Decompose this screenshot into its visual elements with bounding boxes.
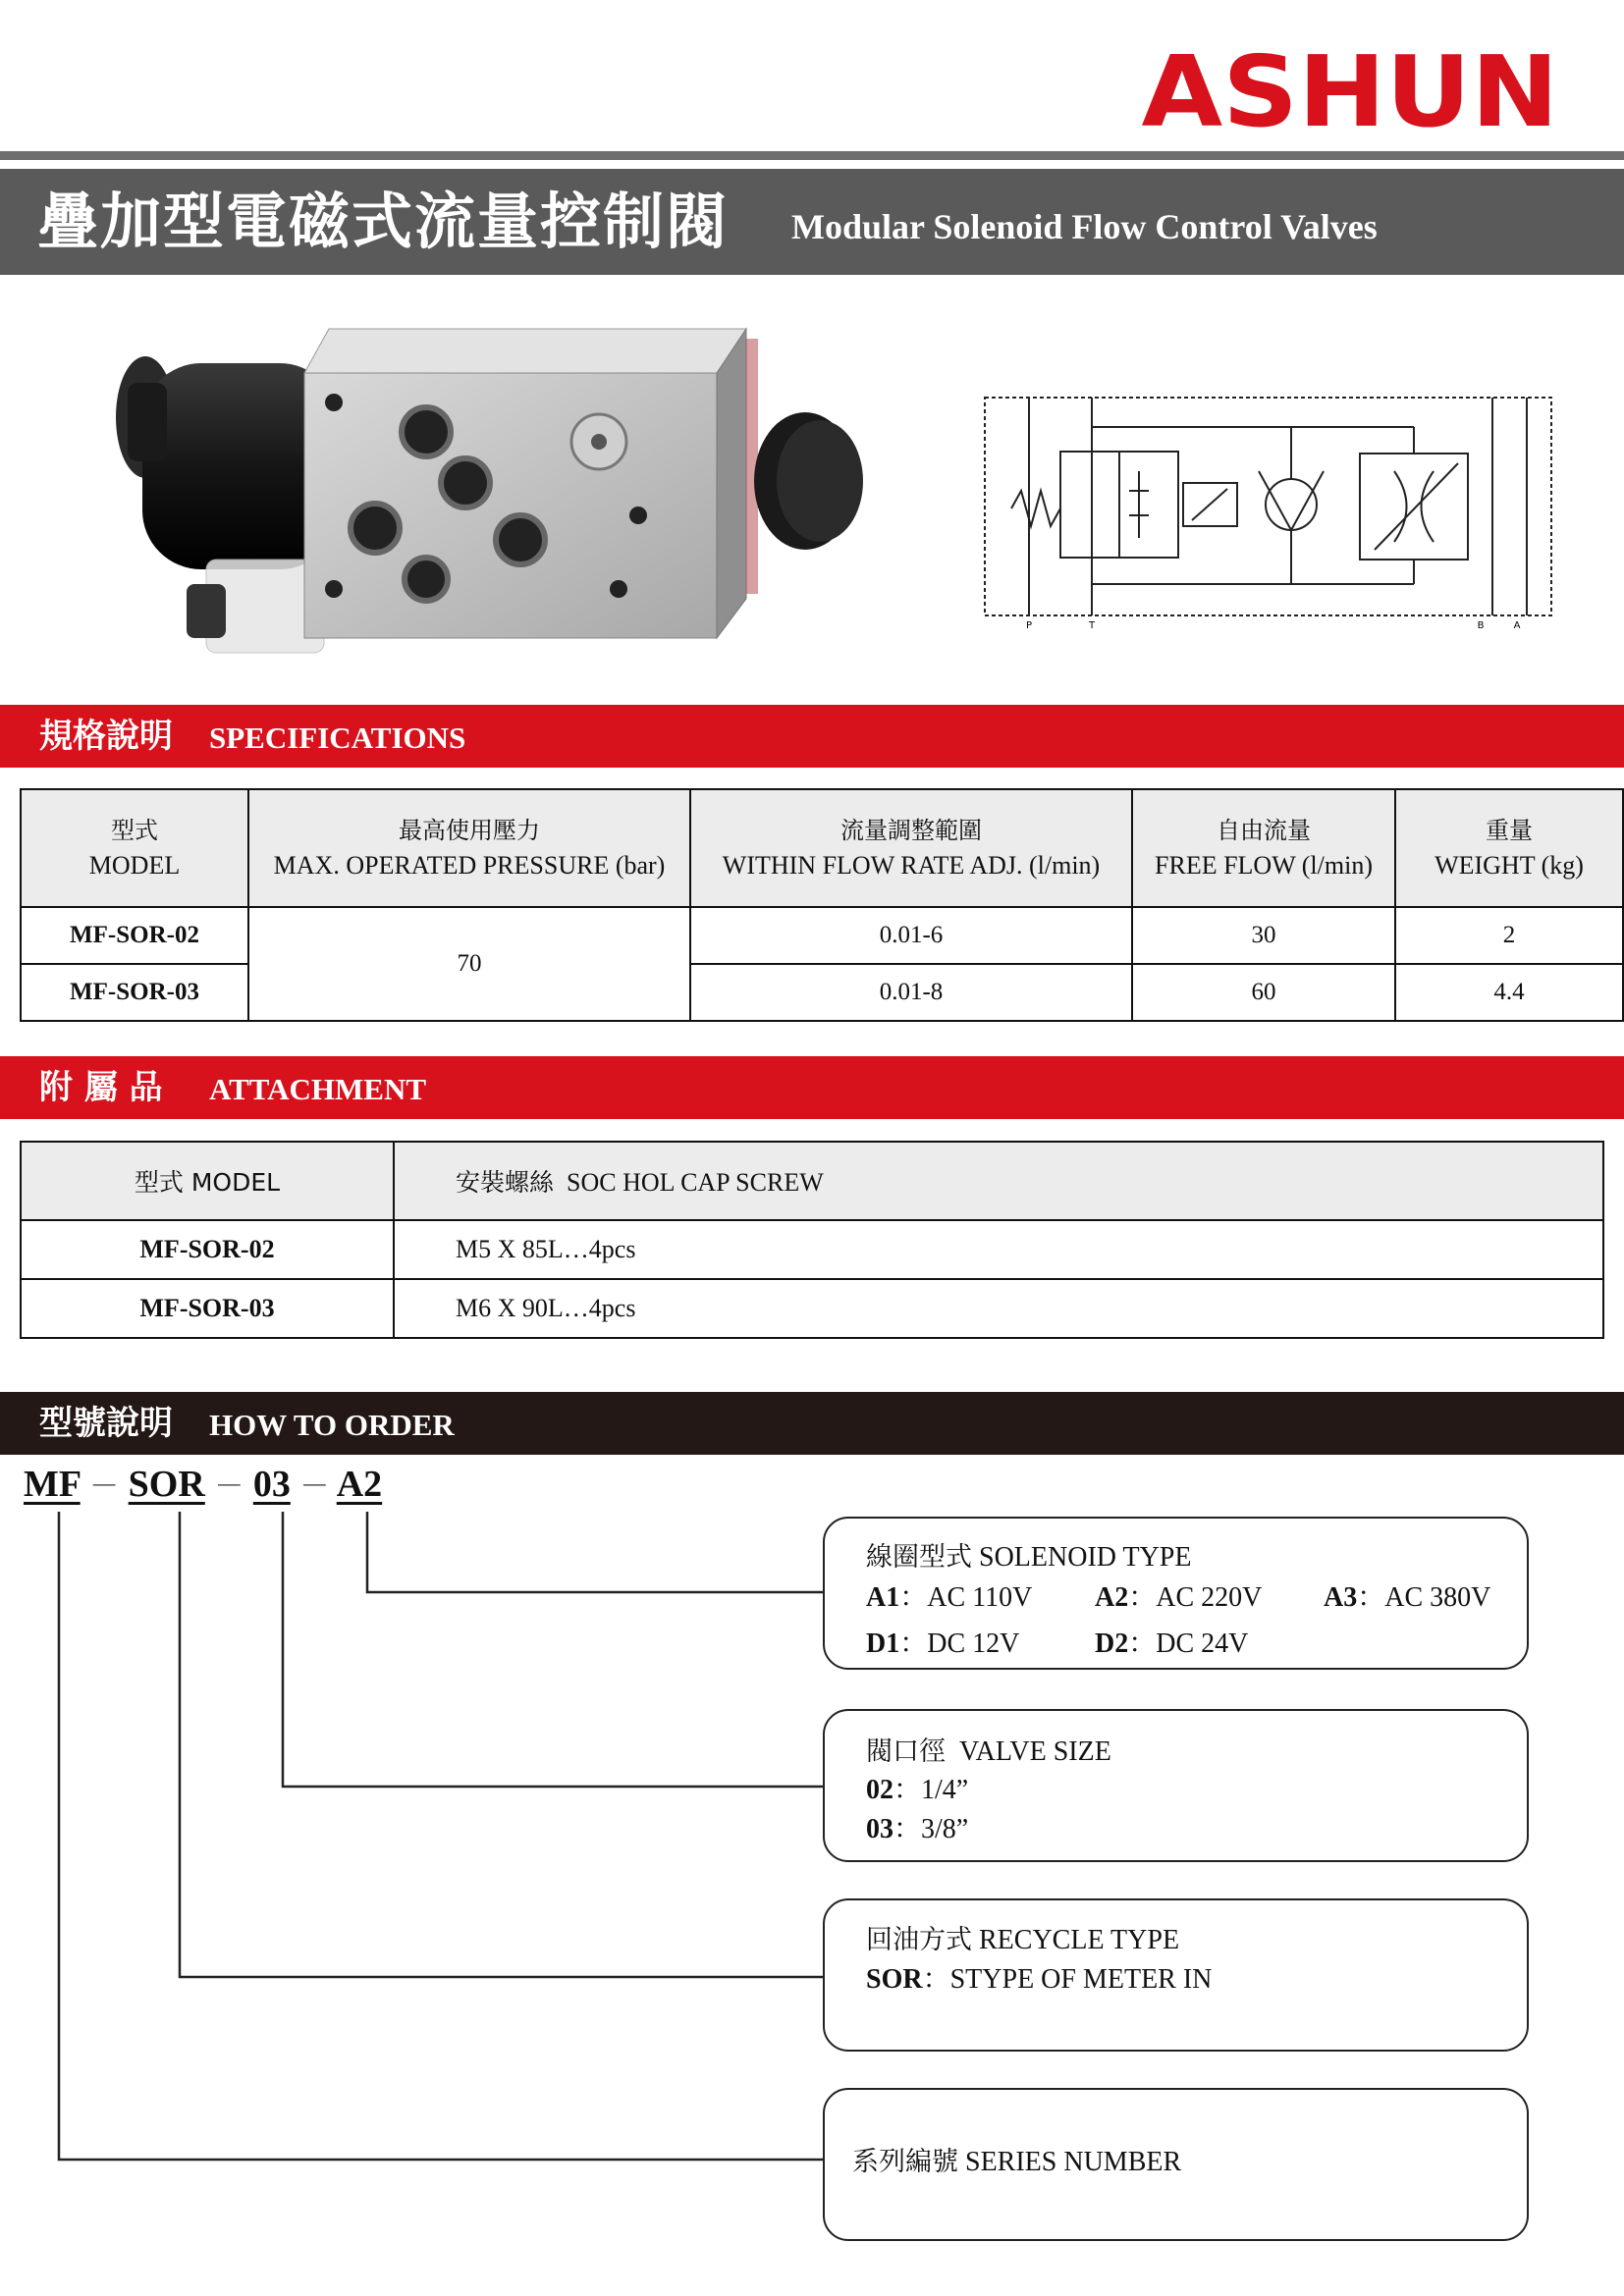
port-p-label: P — [1025, 620, 1033, 631]
spec-col-free-flow: 自由流量 FREE FLOW (l/min) — [1132, 789, 1395, 907]
spec-flow-cell: 0.01-6 — [690, 907, 1132, 964]
attachment-screw-cell: M6 X 90L…4pcs — [394, 1279, 1603, 1338]
spec-free-flow-cell: 60 — [1132, 964, 1395, 1021]
valve-size-title: 閥口徑 VALVE SIZE — [866, 1736, 1111, 1767]
series-number-title: 系列編號 SERIES NUMBER — [852, 2147, 1182, 2177]
code-size: 03 — [252, 1464, 291, 1505]
code-solenoid: A2 — [336, 1464, 383, 1505]
spec-pressure-cell: 70 — [248, 907, 690, 1021]
spec-free-flow-cell: 30 — [1132, 907, 1395, 964]
spec-col-weight: 重量 WEIGHT (kg) — [1395, 789, 1623, 907]
attachment-col-model: 型式 MODEL — [21, 1142, 394, 1220]
spec-col-model: 型式 MODEL — [21, 789, 248, 907]
valve-product-illustration — [88, 294, 874, 687]
spec-weight-cell: 4.4 — [1395, 964, 1623, 1021]
recycle-option-sor: SOR：STYPE OF METER IN — [866, 1964, 1213, 1995]
solenoid-option-d1: D1：DC 12V — [866, 1629, 1020, 1659]
port-a-label: A — [1513, 620, 1521, 631]
solenoid-option-a3: A3：AC 380V — [1324, 1582, 1491, 1613]
page-title-en: Modular Solenoid Flow Control Valves — [791, 207, 1378, 246]
attachment-table — [20, 1141, 1604, 1339]
solenoid-type-title: 線圈型式 SOLENOID TYPE — [866, 1542, 1192, 1573]
spec-col-pressure: 最高使用壓力 MAX. OPERATED PRESSURE (bar) — [248, 789, 690, 907]
attachment-model-cell: MF-SOR-03 — [21, 1279, 394, 1338]
attachment-heading-en: ATTACHMENT — [209, 1072, 427, 1106]
solenoid-option-a1: A1：AC 110V — [866, 1582, 1033, 1613]
brand-name: ASHUN — [1141, 47, 1559, 135]
valve-size-option-02: 02：1/4” — [866, 1775, 969, 1805]
specifications-heading-en: SPECIFICATIONS — [209, 721, 466, 755]
spec-flow-cell: 0.01-8 — [690, 964, 1132, 1021]
page-title-zh: 疊加型電磁式流量控制閥 — [37, 186, 730, 257]
solenoid-option-d2: D2：DC 24V — [1095, 1629, 1249, 1659]
attachment-screw-cell: M5 X 85L…4pcs — [394, 1220, 1603, 1279]
recycle-type-title: 回油方式 RECYCLE TYPE — [866, 1925, 1180, 1955]
code-series: MF — [24, 1464, 81, 1505]
hydraulic-symbol-diagram — [982, 393, 1556, 633]
table-row — [21, 907, 1623, 964]
spec-model-cell: MF-SOR-03 — [21, 964, 248, 1021]
spec-weight-cell: 2 — [1395, 907, 1623, 964]
valve-size-option-03: 03：3/8” — [866, 1814, 969, 1844]
attachment-heading-zh: 附 屬 品 — [39, 1068, 163, 1107]
port-b-label: B — [1477, 620, 1485, 631]
specifications-heading-bar — [0, 705, 1624, 768]
order-heading-en: HOW TO ORDER — [209, 1408, 455, 1442]
table-row — [21, 1220, 1603, 1279]
solenoid-option-a2: A2：AC 220V — [1095, 1582, 1263, 1613]
attachment-heading-bar — [0, 1056, 1624, 1119]
order-heading-zh: 型號說明 — [39, 1404, 173, 1443]
attachment-model-cell: MF-SOR-02 — [21, 1220, 394, 1279]
attachment-col-screw: 安裝螺絲 SOC HOL CAP SCREW — [394, 1142, 1603, 1220]
order-heading-bar — [0, 1392, 1624, 1455]
specifications-heading-zh: 規格說明 — [39, 717, 173, 756]
spec-header-row — [21, 789, 1623, 907]
port-t-label: T — [1088, 620, 1096, 631]
specifications-table — [20, 788, 1624, 1022]
spec-col-flow-range: 流量調整範圍 WITHIN FLOW RATE ADJ. (l/min) — [690, 789, 1132, 907]
ashun-logo — [1139, 47, 1561, 135]
spec-model-cell: MF-SOR-02 — [21, 907, 248, 964]
code-recycle: SOR — [128, 1464, 205, 1505]
top-rule — [0, 151, 1624, 160]
table-row — [21, 1279, 1603, 1338]
attachment-header-row — [21, 1142, 1603, 1220]
order-code: MF － SOR － 03 － A2 — [24, 1464, 383, 1505]
